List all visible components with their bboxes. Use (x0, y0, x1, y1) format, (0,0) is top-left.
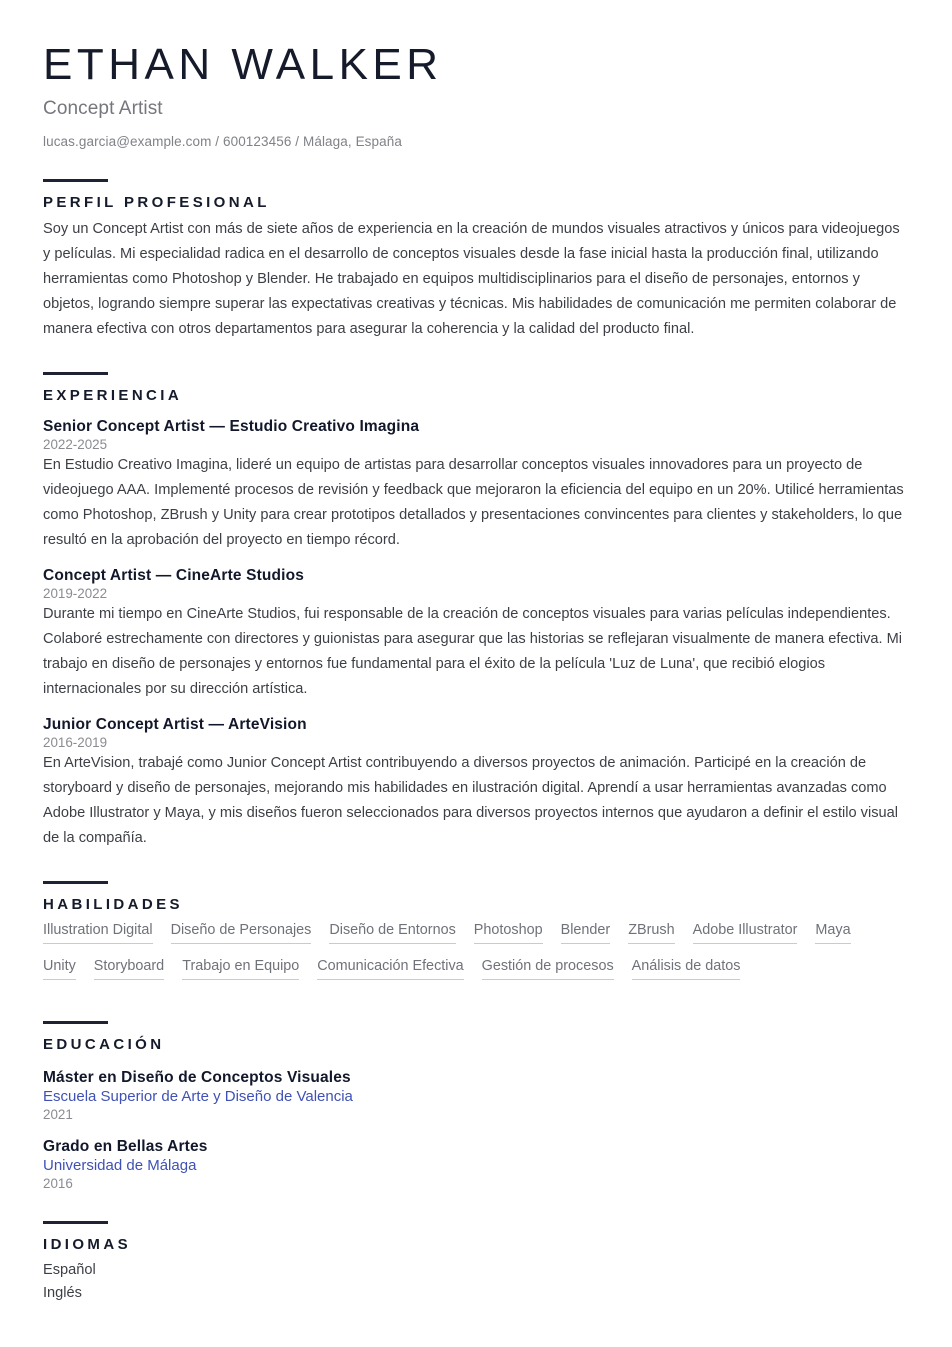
contact-line: lucas.garcia@example.com / 600123456 / Málaga, España (43, 134, 402, 150)
job-title: Concept Artist — CineArte Studios (43, 567, 305, 585)
skill-tag: Gestión de procesos (482, 955, 614, 980)
candidate-name: ETHAN WALKER (43, 40, 443, 89)
job-description: En Estudio Creativo Imagina, lideré un equipo de artistas para desarrollar conceptos visuales innovadores para un proyecto de videojuego AAA. Implementé procesos de revisión y feedback que mejoraron la eficiencia del equipo en un 20%. Utilicé herramientas como Photoshop, ZBrush y Unity para crear prototipos detallados y presentaciones convincentes para clientes y stakeholders, lo que resultó en la aprobación del proyecto en tiempo récord. (43, 457, 904, 549)
section-education (43, 1021, 908, 1191)
skill-tag: Diseño de Personajes (171, 919, 312, 944)
candidate-role: Concept Artist (43, 98, 163, 120)
education-item (43, 1069, 908, 1122)
section-rule-skills (43, 881, 108, 884)
skill-tag: Unity (43, 955, 76, 980)
education-school: Escuela Superior de Arte y Diseño de Valencia (43, 1088, 353, 1106)
skill-tag: Comunicación Efectiva (317, 955, 463, 980)
section-languages (43, 1221, 908, 1305)
skill-tag: Trabajo en Equipo (182, 955, 299, 980)
language-item: Español (43, 1262, 96, 1279)
job-dates: 2022-2025 (43, 437, 108, 453)
education-item (43, 1138, 908, 1191)
skill-tag: Photoshop (474, 919, 543, 944)
resume-header (43, 42, 908, 149)
skill-tag: ZBrush (628, 919, 674, 944)
section-rule-experience (43, 372, 108, 375)
job-dates: 2016-2019 (43, 735, 108, 751)
skill-tag: Adobe Illustrator (693, 919, 798, 944)
section-title-languages: IDIOMAS (43, 1236, 131, 1254)
job-title: Senior Concept Artist — Estudio Creativo Imagina (43, 418, 420, 436)
section-title-experience: EXPERIENCIA (43, 387, 183, 405)
education-degree: Grado en Bellas Artes (43, 1138, 208, 1156)
skill-tag: Análisis de datos (632, 955, 741, 980)
skill-tag: Maya (815, 919, 850, 944)
job-description: En ArteVision, trabajé como Junior Concept Artist contribuyendo a diversos proyectos de animación. Participé en la creación de storyboard y diseño de personajes, mejorando mis habilidades en ilustración digital. Aprendí a usar herramientas avanzadas como Adobe Illustrator y Maya, y mis diseños fueron seleccionados para diversos proyectos internos que ayudaron a definir el estilo visual de la compañía. (43, 755, 898, 847)
skill-tag: Storyboard (94, 955, 164, 980)
job-description: Durante mi tiempo en CineArte Studios, fui responsable de la creación de conceptos visuales para varias películas independientes. Colaboré estrechamente con directores y guionistas para asegurar que las historias se reflejaran visualmente de manera efectiva. Mi trabajo en diseño de personajes y entornos fue fundamental para el éxito de la película 'Luz de Luna', que recibió elogios internacionales por su dirección artística. (43, 606, 903, 698)
section-title-education: EDUCACIÓN (43, 1036, 165, 1054)
education-year: 2016 (43, 1176, 73, 1192)
language-item: Inglés (43, 1285, 82, 1302)
skills-list (43, 919, 908, 991)
education-school: Universidad de Málaga (43, 1157, 197, 1175)
experience-item (43, 716, 908, 851)
section-skills (43, 881, 908, 991)
skill-tag: Diseño de Entornos (329, 919, 455, 944)
education-year: 2021 (43, 1107, 73, 1123)
job-title: Junior Concept Artist — ArteVision (43, 716, 307, 734)
job-dates: 2019-2022 (43, 586, 108, 602)
section-experience (43, 372, 908, 851)
section-rule-profile (43, 179, 108, 182)
section-profile (43, 179, 908, 342)
experience-item (43, 567, 908, 702)
experience-item (43, 418, 908, 553)
section-rule-languages (43, 1221, 108, 1224)
profile-text: Soy un Concept Artist con más de siete años de experiencia en la creación de mundos visuales atractivos y únicos para videojuegos y películas. Mi especialidad radica en el desarrollo de conceptos visuales desde la fase inicial hasta la producción final, utilizando herramientas como Photoshop y Blender. He trabajado en equipos multidisciplinarios para el diseño de personajes, entornos y objetos, logrando siempre superar las expectativas creativas y técnicas. Mis habilidades de comunicación me permiten colaborar de manera efectiva con otros departamentos para asegurar la coherencia y la calidad del producto final. (43, 221, 900, 338)
section-title-skills: HABILIDADES (43, 896, 183, 914)
skill-tag: Illustration Digital (43, 919, 153, 944)
skill-tag: Blender (561, 919, 611, 944)
section-title-profile: PERFIL PROFESIONAL (43, 194, 270, 212)
education-degree: Máster en Diseño de Conceptos Visuales (43, 1069, 351, 1087)
section-rule-education (43, 1021, 108, 1024)
